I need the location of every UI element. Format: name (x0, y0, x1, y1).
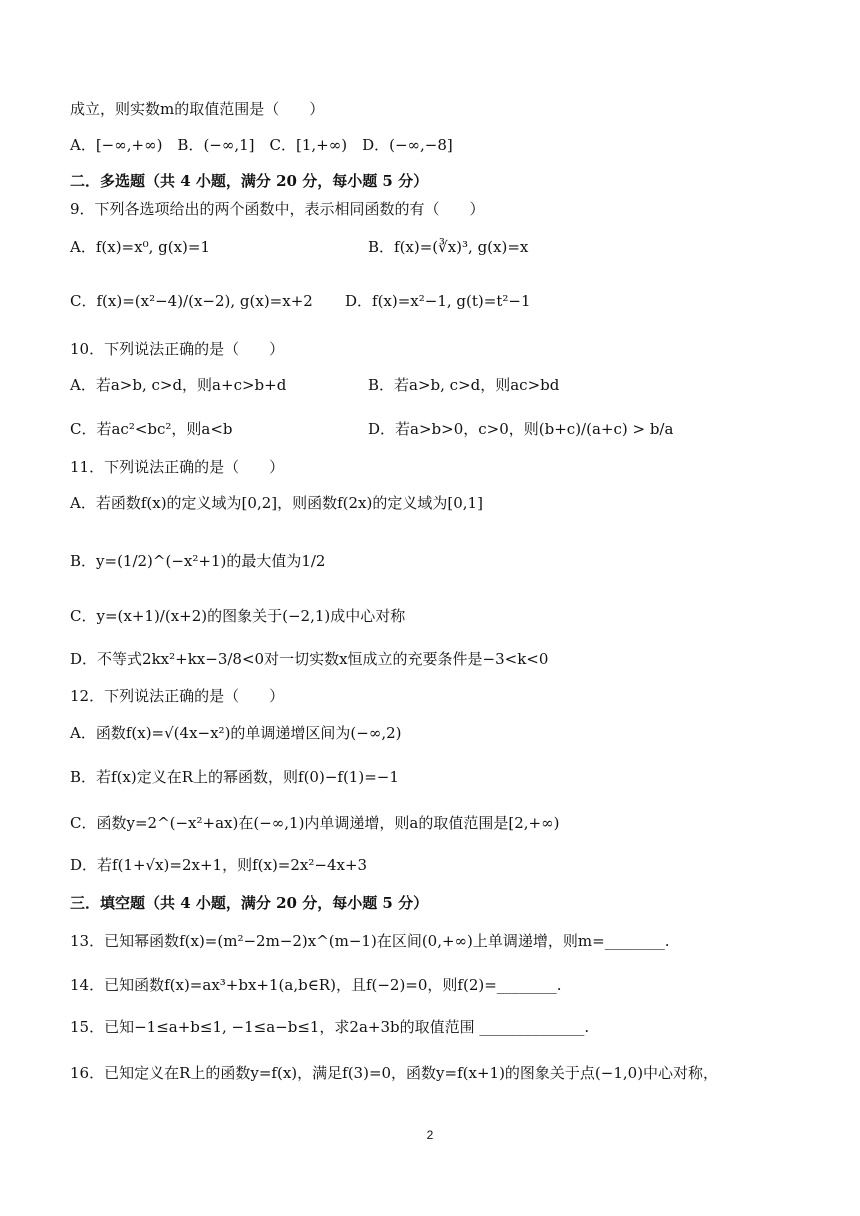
q15: 15．已知−1≤a+b≤1, −1≤a−b≤1，求2a+3b的取值范围 ______________. (70, 1018, 590, 1036)
q9-option-b: B．f(x)=(∛x)³, g(x)=x (368, 238, 529, 256)
q12-option-c: C．函数y=2^(−x²+ax)在(−∞,1)内单调递增，则a的取值范围是[2,+∞) (70, 814, 560, 832)
q16: 16．已知定义在R上的函数y=f(x)，满足f(3)=0，函数y=f(x+1)的图象关于点(−1,0)中心对称， (70, 1064, 719, 1082)
q12-option-d: D．若f(1+√x)=2x+1，则f(x)=2x²−4x+3 (70, 856, 368, 874)
q11-stem: 11．下列说法正确的是（ ） (70, 458, 285, 476)
q10-option-c: C．若ac²<bc²，则a<b (70, 420, 233, 438)
q8-tail: 成立，则实数m的取值范围是（ ） (70, 100, 325, 118)
q11-option-b: B．y=(1/2)^(−x²+1)的最大值为1/2 (70, 552, 326, 570)
q10-option-d: D．若a>b>0，c>0，则(b+c)/(a+c) > b/a (368, 420, 674, 438)
q11-option-a: A．若函数f(x)的定义域为[0,2]，则函数f(2x)的定义域为[0,1] (70, 494, 483, 512)
q9-stem: 9．下列各选项给出的两个函数中，表示相同函数的有（ ） (70, 200, 485, 218)
q12-option-a: A．函数f(x)=√(4x−x²)的单调递增区间为(−∞,2) (70, 724, 402, 742)
q13: 13．已知幂函数f(x)=(m²−2m−2)x^(m−1)在区间(0,+∞)上单调递增，则m=________. (70, 932, 670, 950)
q9-option-a: A．f(x)=x⁰, g(x)=1 (70, 238, 211, 256)
q12-stem: 12．下列说法正确的是（ ） (70, 687, 285, 705)
q14: 14．已知函数f(x)=ax³+bx+1(a,b∈R)，且f(−2)=0，则f(2)=________. (70, 976, 562, 994)
q10-option-b: B．若a>b, c>d，则ac>bd (368, 376, 560, 394)
q10-stem: 10．下列说法正确的是（ ） (70, 340, 285, 358)
section-2-header: 二．多选题（共 4 小题，满分 20 分，每小题 5 分） (70, 172, 429, 190)
q9-option-d: D．f(x)=x²−1, g(t)=t²−1 (345, 292, 531, 310)
section-3-header: 三．填空题（共 4 小题，满分 20 分，每小题 5 分） (70, 894, 429, 912)
q11-option-c: C．y=(x+1)/(x+2)的图象关于(−2,1)成中心对称 (70, 607, 406, 625)
q11-option-d: D．不等式2kx²+kx−3/8<0对一切实数x恒成立的充要条件是−3<k<0 (70, 650, 549, 668)
page-number: 2 (426, 1128, 434, 1142)
q9-option-c: C．f(x)=(x²−4)/(x−2), g(x)=x+2 (70, 292, 313, 310)
q8-options: A．[−∞,+∞) B．(−∞,1] C．[1,+∞) D．(−∞,−8] (70, 136, 453, 154)
q10-option-a: A．若a>b, c>d，则a+c>b+d (70, 376, 287, 394)
q12-option-b: B．若f(x)定义在R上的幂函数，则f(0)−f(1)=−1 (70, 768, 399, 786)
